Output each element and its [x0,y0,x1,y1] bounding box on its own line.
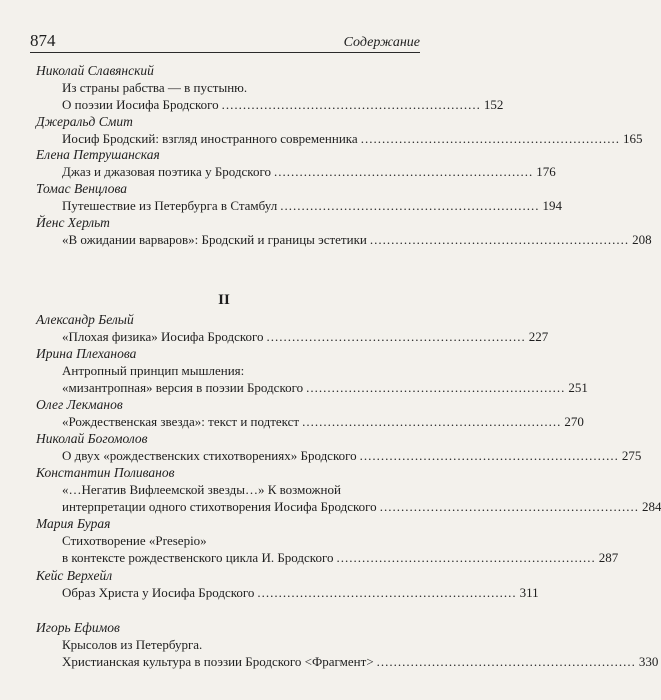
toc-entry [36,214,652,248]
leader-dots: ............................................................. [280,198,540,213]
entry-title-line [62,379,588,396]
leader-dots: ............................................................. [336,550,596,565]
entry-page: 194 [542,198,562,213]
entry-title-line [62,231,652,248]
entry-title: Антропный принцип мышления: [62,363,245,378]
leader-dots: ............................................................. [306,380,566,395]
entry-author: Николай Богомолов [36,431,148,446]
entry-author: Игорь Ефимов [36,620,120,635]
entry-author: Ирина Плеханова [36,346,137,361]
entry-page: 275 [621,448,642,463]
entry-page: 251 [568,380,588,395]
entry-title: «В ожидании варваров»: Бродский и границы эстетики [62,232,367,247]
entry-title-line [62,413,584,430]
leader-dots: ............................................................. [302,414,562,429]
entry-page: 311 [519,585,539,600]
section-heading: II [218,292,230,308]
entry-author: Николай Славянский [36,63,154,78]
toc-entry [36,311,549,345]
toc-entry [36,515,619,566]
leader-dots: ............................................................. [257,585,517,600]
toc-entry [36,345,588,396]
entry-title-line [62,197,562,214]
leader-dots: ............................................................. [360,131,620,146]
entry-title: Крысолов из Петербурга. [62,637,203,652]
leader-dots: ............................................................. [369,232,630,247]
entry-author: Елена Петрушанская [36,147,160,162]
entry-title-line [62,163,556,180]
leader-dots: ............................................................. [379,499,639,514]
entry-author: Кейс Верхейл [36,568,113,583]
entry-title: Джаз и джазовая поэтика у Бродского [62,164,271,179]
entry-author: Константин Поливанов [36,465,175,480]
entry-author: Томас Венцлова [36,181,127,196]
toc-entry [36,146,556,180]
toc-entry [36,430,642,464]
entry-title-line [62,498,661,515]
toc-entry [36,567,539,601]
leader-dots: ............................................................. [273,164,534,179]
entry-title-line [62,636,420,653]
leader-dots: ............................................................. [221,97,481,112]
entry-author: Александр Белый [36,312,134,327]
entry-page: 284 [641,499,661,514]
entry-title-line [62,447,642,464]
toc-entry [36,396,584,430]
running-title: Содержание [343,35,420,50]
toc-entry [36,464,661,515]
entry-title: О двух «рождественских стихотворениях» Бродского [62,448,357,463]
entry-author: Олег Лекманов [36,397,123,412]
entry-author: Йенс Херльт [36,215,110,230]
page-header [30,30,420,53]
entry-page: 208 [632,232,652,247]
toc-entry [36,180,562,214]
entry-page: 227 [528,329,549,344]
entry-title-line [62,653,659,670]
entry-title: «Плохая физика» Иосифа Бродского [62,329,264,344]
entry-page: 176 [536,164,556,179]
entry-title: Из страны рабства — в пустыню. [62,80,248,95]
entry-page: 165 [622,131,643,146]
entry-page: 152 [483,97,504,112]
entry-title: Образ Христа у Иосифа Бродского [62,585,255,600]
entry-title-line [62,549,619,566]
leader-dots: ............................................................. [359,448,619,463]
entry-page: 270 [564,414,584,429]
toc-entry [36,62,504,113]
entry-title-line [62,96,504,113]
entry-author: Мария Бурая [36,516,111,531]
leader-dots: ............................................................. [266,329,526,344]
entry-title: Путешествие из Петербурга в Стамбул [62,198,278,213]
entry-title-line [62,481,420,498]
entry-title-line [62,79,420,96]
entry-title: Христианская культура в поэзии Бродского <Фрагмент> [62,654,374,669]
entry-title-line [62,328,549,345]
entry-title: Стихотворение «Presepio» [62,533,207,548]
entry-title: «…Негатив Вифлеемской звезды…» К возможной [62,482,341,497]
leader-dots: ............................................................. [376,654,636,669]
entry-title-line [62,584,539,601]
entry-author: Джеральд Смит [36,114,133,129]
entry-title-line [62,130,643,147]
entry-title: интерпретации одного стихотворения Иосифа Бродского [62,499,377,514]
entry-title: «мизантропная» версия в поэзии Бродского [62,380,304,395]
entry-title: «Рождественская звезда»: текст и подтекст [62,414,300,429]
entry-title-line [62,362,420,379]
entry-title-line [62,532,420,549]
page-number: 874 [30,31,56,50]
entry-page: 330 [638,654,659,669]
entry-page: 287 [598,550,619,565]
entry-title: Иосиф Бродский: взгляд иностранного современника [62,131,358,146]
toc-entry [36,619,659,670]
entry-title: в контексте рождественского цикла И. Бродского [62,550,334,565]
entry-title: О поэзии Иосифа Бродского [62,97,219,112]
toc-entry [36,113,643,147]
